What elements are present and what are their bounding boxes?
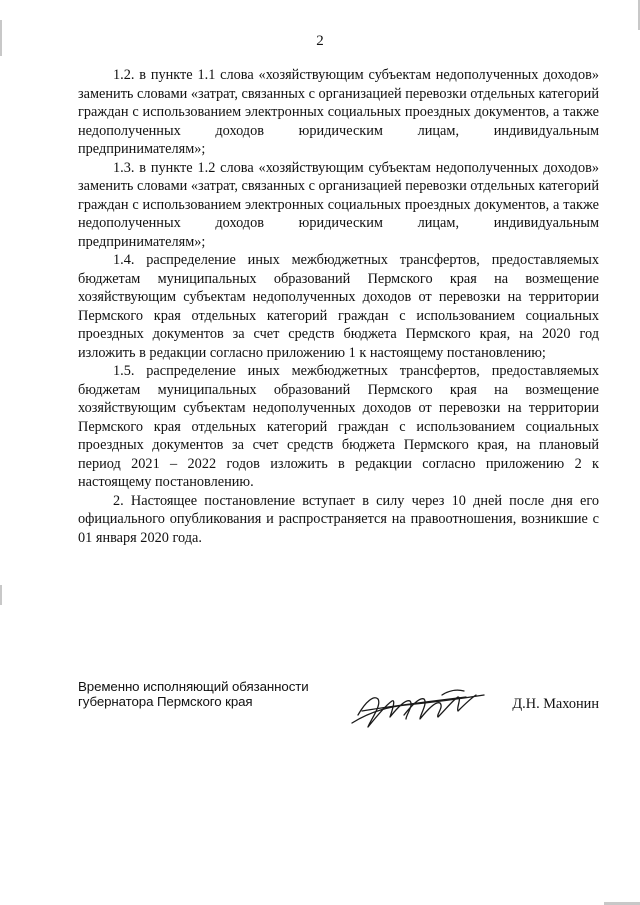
signer-name: Д.Н. Махонин — [512, 696, 599, 712]
document-body — [78, 66, 599, 547]
handwritten-signature — [346, 685, 491, 731]
page-number: 2 — [316, 33, 324, 49]
signer-position-line-1: Временно исполняющий обязанности — [78, 679, 309, 694]
paragraph-1-2: 1.2. в пункте 1.1 слова «хозяйствующим субъектам недополученных доходов» заменить словами «затрат, связанных с организацией перевозки отдельных категорий граждан с использованием электронных социальных проездных документов, а также недополученных доходов юридическим лицам, индивидуальным предпринимателям»; — [78, 67, 599, 157]
paragraph-1-4: 1.4. распределение иных межбюджетных трансфертов, предоставляемых бюджетам муниципальных образований Пермского края на возмещение хозяйствующим субъектам недополученных доходов от перевозки на территории Пермского края отдельных категорий граждан с использованием социальных проездных документов за счет средств бюджета Пермского края, на 2020 год изложить в редакции согласно приложению 1 к настоящему постановлению; — [78, 252, 599, 361]
scan-edge-mark — [0, 20, 2, 56]
signature-block — [78, 679, 599, 739]
paragraph-1-3: 1.3. в пункте 1.2 слова «хозяйствующим субъектам недополученных доходов» заменить словами «затрат, связанных с организацией перевозки отдельных категорий граждан с использованием электронных социальных проездных документов, а также недополученных доходов юридическим лицам, индивидуальным предпринимателям»; — [78, 159, 599, 250]
paragraph-1-5: 1.5. распределение иных межбюджетных трансфертов, предоставляемых бюджетам муниципальных образований Пермского края на возмещение хозяйствующим субъектам недополученных доходов от перевозки на территории Пермского края отдельных категорий граждан с использованием социальных проездных документов за счет средств бюджета Пермского края, на плановый период 2021 – 2022 годов изложить в редакции согласно приложению 2 к настоящему постановлению. — [78, 363, 599, 490]
signer-position — [78, 679, 348, 709]
paragraph-2: 2. Настоящее постановление вступает в силу через 10 дней после дня его официального опубликования и распространяется на правоотношения, возникшие с 01 января 2020 года. — [78, 492, 599, 546]
scan-edge-mark — [0, 585, 2, 605]
signer-position-line-2: губернатора Пермского края — [78, 694, 253, 709]
